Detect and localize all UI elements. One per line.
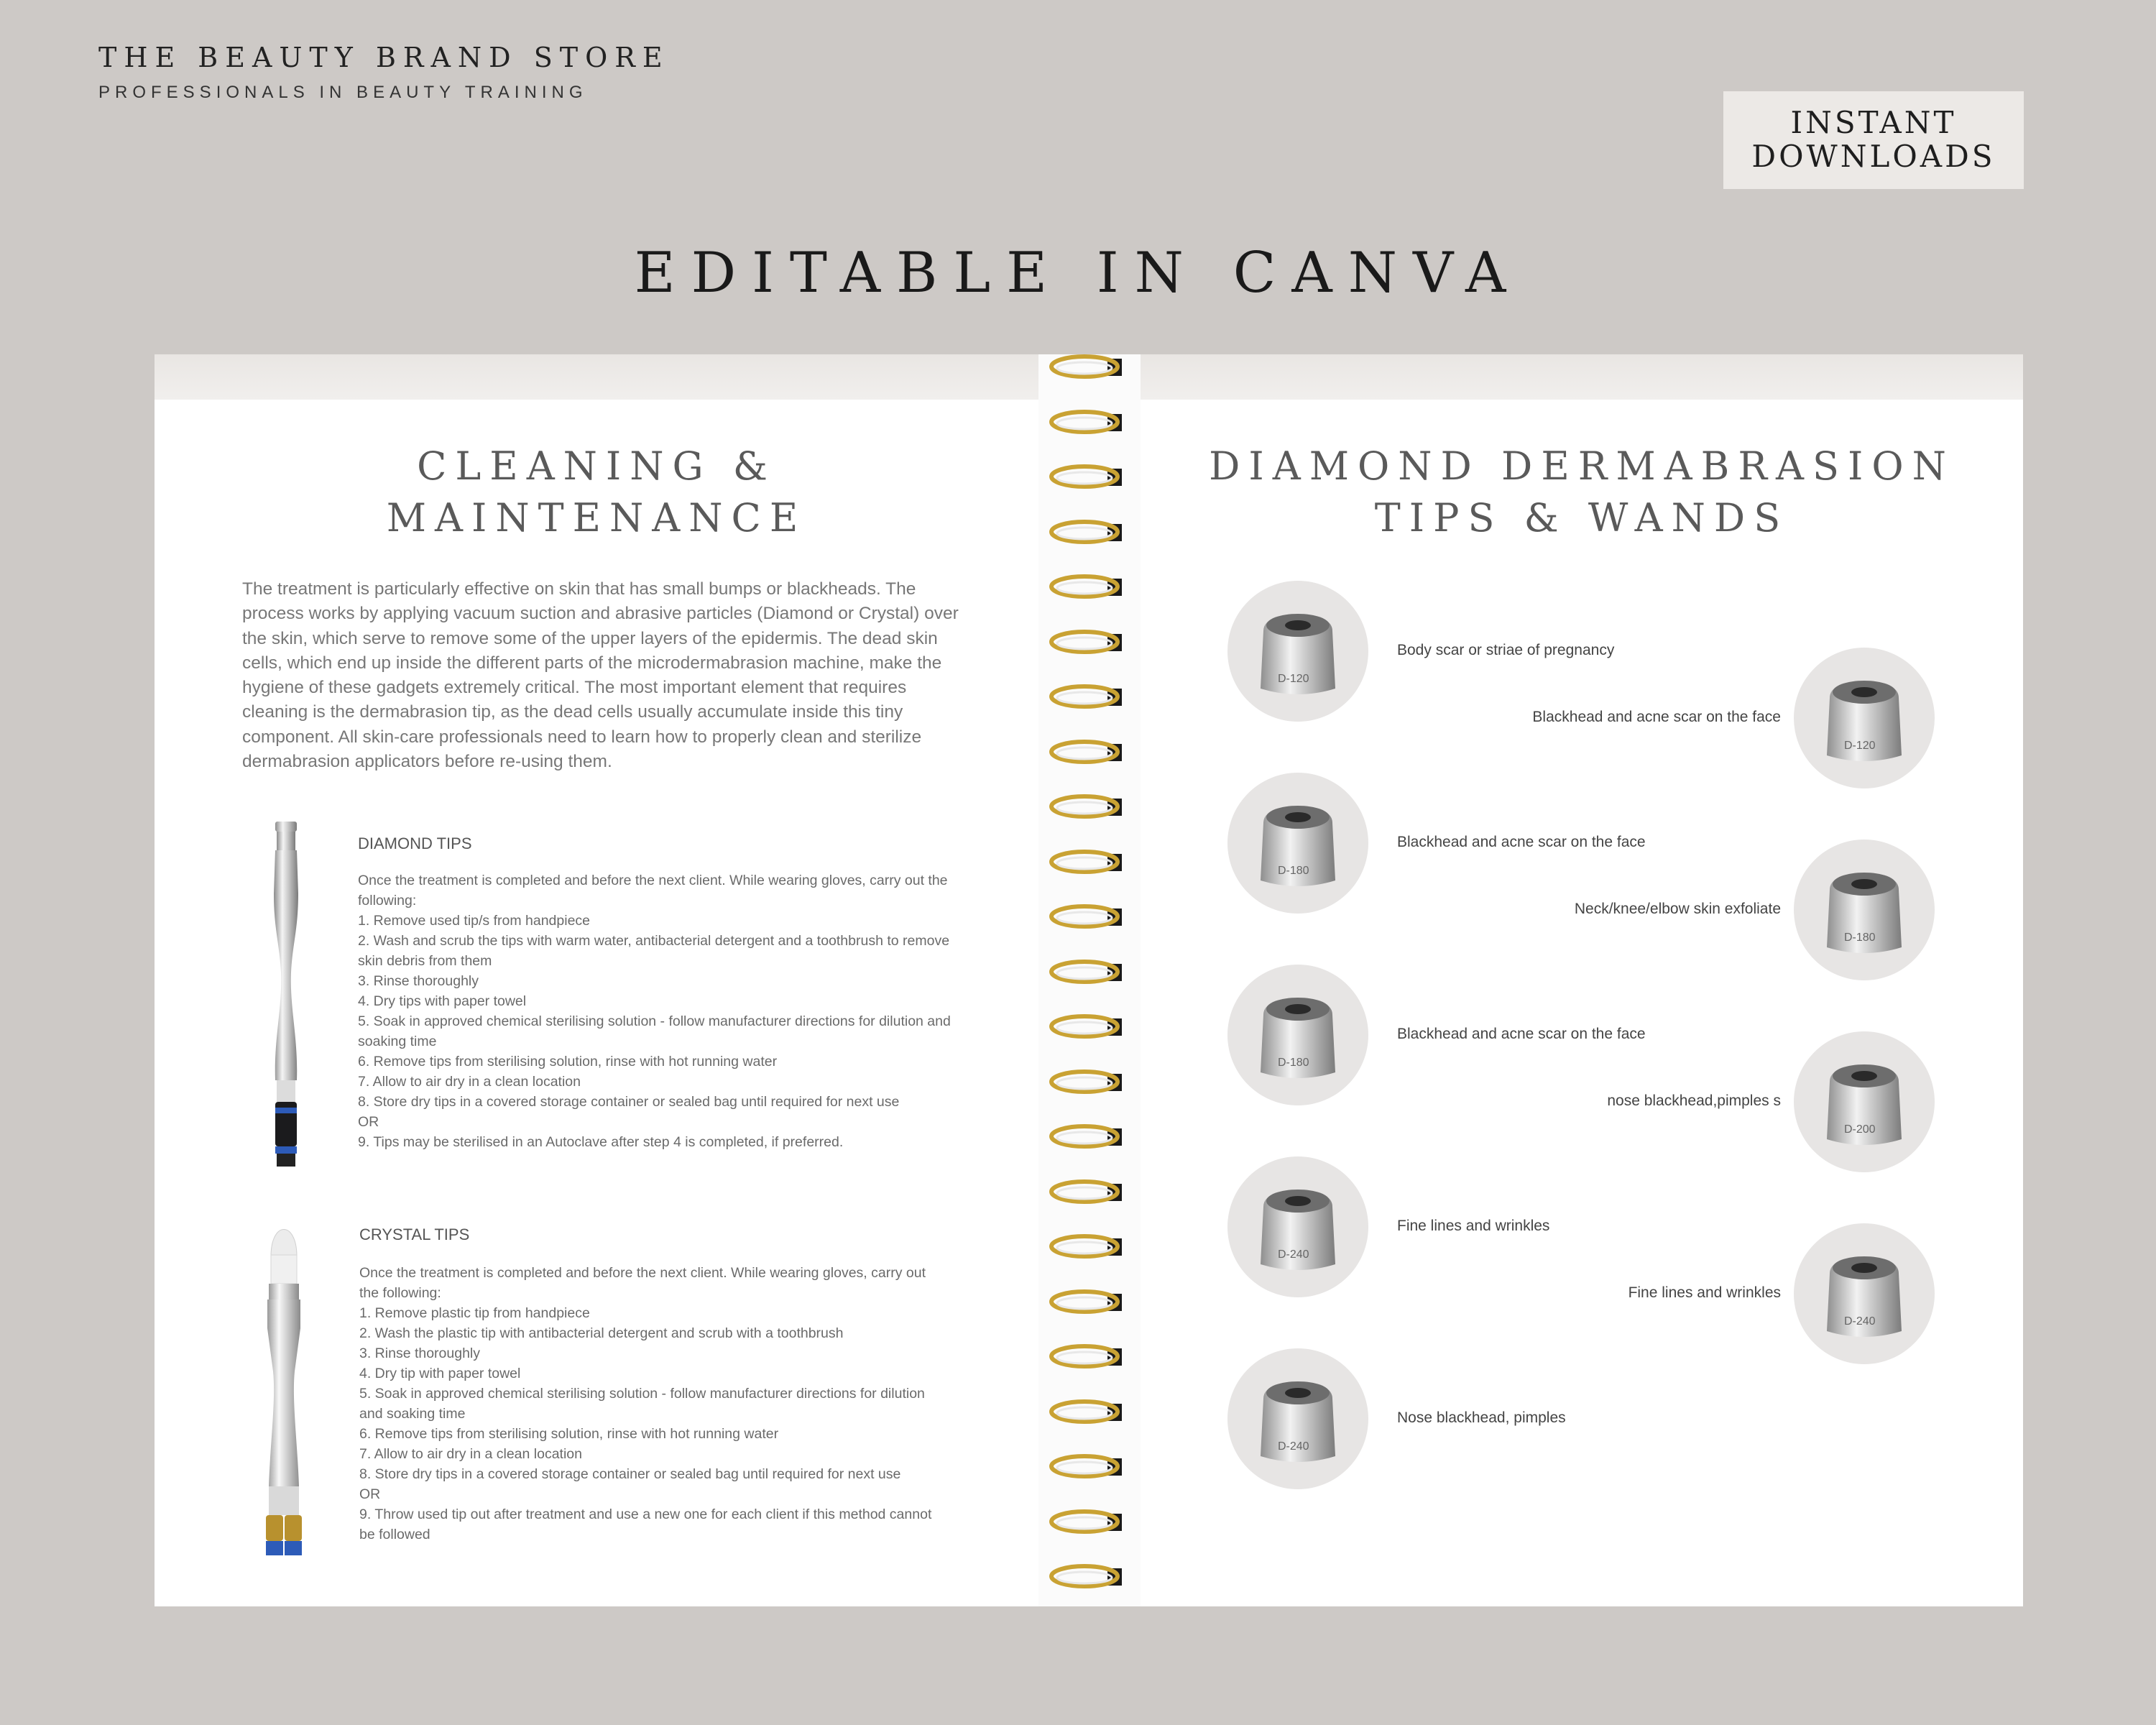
right-page xyxy=(1141,354,2023,1606)
tip-marking: D-120 xyxy=(1278,673,1309,685)
spiral-ring xyxy=(1049,1454,1122,1478)
dermabrasion-heading xyxy=(1141,441,2023,544)
tip-icon xyxy=(1794,1223,1935,1364)
tip-label: Body scar or striae of pregnancy xyxy=(1397,642,1615,658)
crystal-tips-steps xyxy=(359,1263,949,1545)
tip-image xyxy=(1227,581,1368,722)
tip-image xyxy=(1794,840,1935,980)
crystal-step: 5. Soak in approved chemical sterilising solution - follow manufacturer directions for dilution and soaking time xyxy=(359,1386,925,1422)
tip-marking: D-240 xyxy=(1844,1315,1876,1328)
tip-icon xyxy=(1227,1348,1368,1489)
diamond-step: 6. Remove tips from sterilising solution, rinse with hot running water xyxy=(358,1054,778,1070)
crystal-step: 1. Remove plastic tip from handpiece xyxy=(359,1305,590,1321)
diamond-step: Once the treatment is completed and before the next client. While wearing gloves, carry out the following: xyxy=(358,873,948,908)
spiral-ring xyxy=(1049,1014,1122,1039)
spiral-ring xyxy=(1049,1344,1122,1368)
spiral-ring xyxy=(1049,410,1122,434)
badge-line-2: DOWNLOADS xyxy=(1751,139,1996,174)
spiral-binding xyxy=(1038,354,1141,1606)
crystal-step: 6. Remove tips from sterilising solution, rinse with hot running water xyxy=(359,1426,779,1442)
diamond-step: 5. Soak in approved chemical sterilising solution - follow manufacturer directions for dilution and soaking time xyxy=(358,1013,951,1049)
spiral-ring xyxy=(1049,904,1122,929)
spiral-ring xyxy=(1049,354,1122,379)
tip-marking: D-120 xyxy=(1844,740,1876,752)
tip-icon xyxy=(1227,581,1368,722)
intro-paragraph: The treatment is particularly effective on skin that has small bumps or blackheads. The process works by applying vacuum suction and abrasive particles (Diamond or Crystal) over the skin, which serve to remove some of the upper layers of the epidermis. The dead skin cells, which end up inside the different parts of the microdermabrasion machine, make the hygiene of these gadgets extremely critical. The most important element that requires cleaning is the dermabrasion tip, as the dead cells usually accumulate inside this tiny component. All skin-care professionals need to learn how to properly clean and sterilize dermabrasion applicators before re-using them. xyxy=(242,579,959,772)
spiral-ring xyxy=(1049,1070,1122,1094)
spiral-ring xyxy=(1049,630,1122,654)
spiral-ring xyxy=(1049,794,1122,819)
spiral-ring xyxy=(1049,1289,1122,1314)
diamond-step: OR xyxy=(358,1114,379,1130)
spiral-ring xyxy=(1049,1509,1122,1534)
instant-downloads-badge xyxy=(1723,91,2024,189)
spiral-ring xyxy=(1049,1564,1122,1588)
diamond-step: 7. Allow to air dry in a clean location xyxy=(358,1074,581,1090)
tip-icon xyxy=(1794,1031,1935,1172)
dermabrasion-heading-line-2: TIPS & WANDS xyxy=(1374,495,1789,540)
crystal-step: 7. Allow to air dry in a clean location xyxy=(359,1446,583,1462)
tip-label: Neck/knee/elbow skin exfoliate xyxy=(1574,901,1781,917)
crystal-step: 3. Rinse thoroughly xyxy=(359,1346,481,1361)
tip-marking: D-200 xyxy=(1844,1123,1876,1136)
diamond-step: 2. Wash and scrub the tips with warm water, antibacterial detergent and a toothbrush to remove skin debris from them xyxy=(358,933,950,969)
spiral-ring xyxy=(1049,1234,1122,1259)
dermabrasion-heading-line-1: DIAMOND DERMABRASION xyxy=(1209,443,1955,489)
diamond-tips-title: DIAMOND TIPS xyxy=(358,834,472,852)
tip-icon xyxy=(1227,1156,1368,1297)
tip-icon xyxy=(1227,965,1368,1105)
spiral-ring xyxy=(1049,1124,1122,1149)
diamond-wand-image xyxy=(261,822,311,1167)
crystal-step: OR xyxy=(359,1486,381,1502)
tip-label: Nose blackhead, pimples xyxy=(1397,1409,1566,1426)
tip-icon xyxy=(1794,648,1935,788)
crystal-step: 8. Store dry tips in a covered storage container or sealed bag until required for next use xyxy=(359,1466,901,1482)
brand-subtitle: PROFESSIONALS IN BEAUTY TRAINING xyxy=(98,83,588,102)
tip-label: Fine lines and wrinkles xyxy=(1628,1284,1781,1301)
badge-line-1: INSTANT xyxy=(1790,105,1957,140)
tip-image xyxy=(1227,773,1368,914)
crystal-step: 4. Dry tip with paper towel xyxy=(359,1366,521,1381)
diamond-step: 1. Remove used tip/s from handpiece xyxy=(358,913,591,929)
crystal-tips-title: CRYSTAL TIPS xyxy=(359,1225,470,1243)
tip-label: Blackhead and acne scar on the face xyxy=(1397,834,1646,850)
cleaning-heading-line-1: CLEANING & xyxy=(417,443,776,489)
diamond-step: 9. Tips may be sterilised in an Autoclave after step 4 is completed, if preferred. xyxy=(358,1134,844,1150)
tip-marking: D-180 xyxy=(1844,932,1876,944)
diamond-step: 4. Dry tips with paper towel xyxy=(358,993,527,1009)
tip-icon xyxy=(1794,840,1935,980)
tip-image xyxy=(1227,965,1368,1105)
crystal-wand-image xyxy=(252,1213,316,1558)
page-top-band xyxy=(1141,354,2023,400)
spiral-ring xyxy=(1049,684,1122,709)
spiral-ring xyxy=(1049,1179,1122,1204)
tip-marking: D-180 xyxy=(1278,1057,1309,1069)
spiral-ring xyxy=(1049,464,1122,489)
diamond-tips-steps xyxy=(358,870,962,1152)
tip-image xyxy=(1227,1156,1368,1297)
diamond-step: 8. Store dry tips in a covered storage container or sealed bag until required for next use xyxy=(358,1094,900,1110)
tip-image xyxy=(1794,1223,1935,1364)
hero-title: EDITABLE IN CANVA xyxy=(634,241,1522,305)
crystal-step: Once the treatment is completed and before the next client. While wearing gloves, carry out the following: xyxy=(359,1265,926,1301)
spiral-ring xyxy=(1049,740,1122,764)
tip-image xyxy=(1227,1348,1368,1489)
crystal-step: 9. Throw used tip out after treatment and use a new one for each client if this method cannot be followed xyxy=(359,1506,932,1542)
spiral-ring xyxy=(1049,520,1122,544)
crystal-step: 2. Wash the plastic tip with antibacterial detergent and scrub with a toothbrush xyxy=(359,1325,844,1341)
cleaning-heading-line-2: MAINTENANCE xyxy=(386,495,807,540)
spiral-ring xyxy=(1049,850,1122,874)
tip-image xyxy=(1794,648,1935,788)
tip-label: Fine lines and wrinkles xyxy=(1397,1218,1550,1234)
tip-marking: D-240 xyxy=(1278,1440,1309,1453)
diamond-step: 3. Rinse thoroughly xyxy=(358,973,479,989)
page-top-band xyxy=(155,354,1038,400)
spiral-ring xyxy=(1049,960,1122,984)
brand-title: THE BEAUTY BRAND STORE xyxy=(98,42,670,73)
cleaning-heading xyxy=(155,441,1038,544)
tip-image xyxy=(1794,1031,1935,1172)
spiral-ring xyxy=(1049,1399,1122,1424)
tip-marking: D-180 xyxy=(1278,865,1309,877)
tip-marking: D-240 xyxy=(1278,1248,1309,1261)
tip-icon xyxy=(1227,773,1368,914)
left-page xyxy=(155,354,1038,1606)
tip-label: nose blackhead,pimples s xyxy=(1607,1092,1781,1109)
spiral-ring xyxy=(1049,574,1122,599)
tip-label: Blackhead and acne scar on the face xyxy=(1397,1026,1646,1042)
tip-label: Blackhead and acne scar on the face xyxy=(1532,709,1781,725)
